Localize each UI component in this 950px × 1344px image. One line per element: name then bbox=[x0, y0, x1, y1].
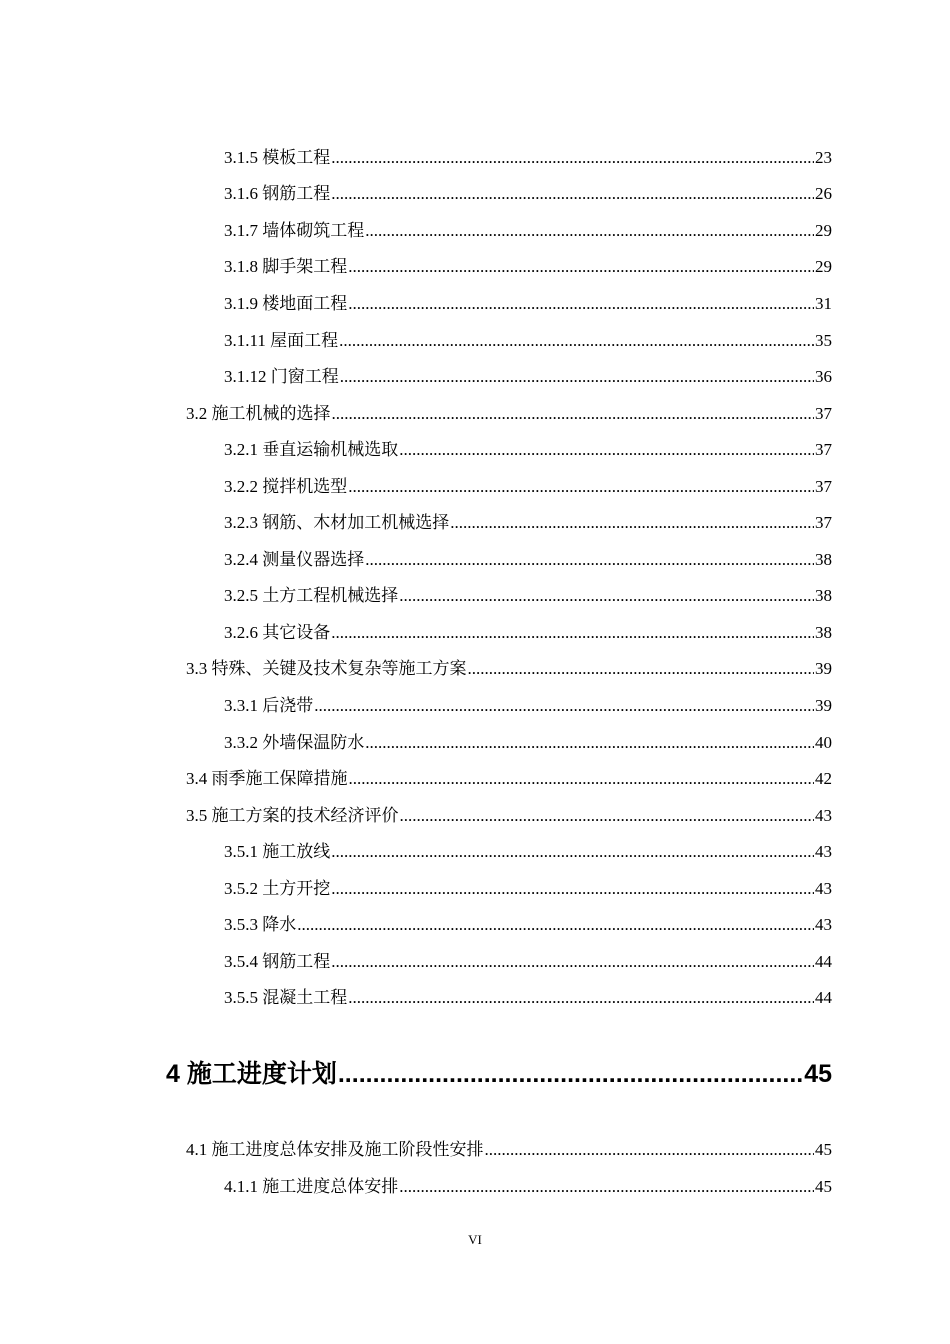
toc-entry-page: 37 bbox=[815, 513, 832, 532]
toc-entry-title: 3.5.3 降水 bbox=[224, 915, 297, 934]
dot-leader bbox=[468, 658, 815, 680]
toc-entry-page: 45 bbox=[815, 1177, 832, 1196]
toc-entry-page: 38 bbox=[815, 550, 832, 569]
toc-entry[interactable] bbox=[224, 439, 832, 461]
toc-entry-title: 3.2.6 其它设备 bbox=[224, 623, 331, 642]
dot-leader bbox=[331, 622, 814, 644]
toc-entry[interactable] bbox=[224, 183, 832, 205]
dot-leader bbox=[338, 1059, 803, 1089]
toc-entry[interactable] bbox=[224, 1176, 832, 1198]
toc-entry[interactable] bbox=[224, 147, 832, 169]
dot-leader bbox=[314, 695, 814, 717]
dot-leader bbox=[297, 914, 814, 936]
toc-entry-page: 37 bbox=[815, 404, 832, 423]
toc-entry-title: 3.2.5 土方工程机械选择 bbox=[224, 586, 399, 605]
dot-leader bbox=[331, 147, 814, 169]
toc-entry-title: 3.1.7 墙体砌筑工程 bbox=[224, 221, 365, 240]
toc-entry-page: 45 bbox=[815, 1140, 832, 1159]
toc-entry[interactable] bbox=[224, 585, 832, 607]
toc-entry[interactable] bbox=[224, 951, 832, 973]
toc-entry-title: 3.4 雨季施工保障措施 bbox=[186, 769, 348, 788]
toc-entry-title: 3.1.9 楼地面工程 bbox=[224, 294, 348, 313]
toc-entry[interactable] bbox=[224, 293, 832, 315]
toc-entry-title: 3.1.8 脚手架工程 bbox=[224, 257, 348, 276]
toc-entry-page: 36 bbox=[815, 367, 832, 386]
toc-entry-title: 3.3 特殊、关键及技术复杂等施工方案 bbox=[186, 659, 467, 678]
toc-entry[interactable] bbox=[186, 403, 832, 425]
dot-leader bbox=[365, 549, 814, 571]
dot-leader bbox=[365, 732, 814, 754]
toc-entry-title: 3.5.5 混凝土工程 bbox=[224, 988, 348, 1007]
toc-entry[interactable] bbox=[224, 549, 832, 571]
dot-leader bbox=[399, 585, 814, 607]
dot-leader bbox=[331, 878, 814, 900]
toc-entry-page: 26 bbox=[815, 184, 832, 203]
toc-entry-page: 43 bbox=[815, 879, 832, 898]
toc-entry[interactable] bbox=[224, 695, 832, 717]
toc-entry-title: 3.1.12 门窗工程 bbox=[224, 367, 339, 386]
toc-entry-page: 35 bbox=[815, 331, 832, 350]
dot-leader bbox=[399, 1176, 814, 1198]
dot-leader bbox=[485, 1139, 815, 1161]
toc-entry-page: 43 bbox=[815, 806, 832, 825]
toc-entry-title: 3.2.3 钢筋、木材加工机械选择 bbox=[224, 513, 450, 532]
toc-entry-page: 44 bbox=[815, 952, 832, 971]
toc-entry[interactable] bbox=[186, 658, 832, 680]
toc-entry[interactable] bbox=[224, 914, 832, 936]
toc-entry-page: 23 bbox=[815, 148, 832, 167]
toc-entry-title: 3.2.4 测量仪器选择 bbox=[224, 550, 365, 569]
dot-leader bbox=[331, 951, 814, 973]
toc-entry-page: 38 bbox=[815, 623, 832, 642]
toc-entry[interactable] bbox=[224, 256, 832, 278]
dot-leader bbox=[349, 768, 815, 790]
dot-leader bbox=[348, 476, 814, 498]
toc-entry-page: 29 bbox=[815, 257, 832, 276]
toc-entry[interactable] bbox=[224, 841, 832, 863]
toc-entry-title: 4.1 施工进度总体安排及施工阶段性安排 bbox=[186, 1140, 484, 1159]
toc-entry[interactable] bbox=[224, 476, 832, 498]
toc-entry-title: 3.5.1 施工放线 bbox=[224, 842, 331, 861]
toc-entry[interactable] bbox=[224, 878, 832, 900]
dot-leader bbox=[332, 403, 815, 425]
toc-entry-title: 3.1.5 模板工程 bbox=[224, 148, 331, 167]
dot-leader bbox=[331, 183, 814, 205]
dot-leader bbox=[450, 512, 814, 534]
dot-leader bbox=[339, 330, 814, 352]
toc-entry-title: 4 施工进度计划 bbox=[166, 1060, 337, 1088]
toc-entry[interactable] bbox=[224, 366, 832, 388]
dot-leader bbox=[399, 439, 814, 461]
toc-entry[interactable] bbox=[224, 330, 832, 352]
toc-entry-title: 3.1.6 钢筋工程 bbox=[224, 184, 331, 203]
toc-entry-page: 43 bbox=[815, 842, 832, 861]
toc-entry[interactable] bbox=[186, 805, 832, 827]
toc-entry-page: 44 bbox=[815, 988, 832, 1007]
toc-chapter-entry[interactable] bbox=[166, 1059, 832, 1089]
toc-entry-title: 3.3.2 外墙保温防水 bbox=[224, 733, 365, 752]
dot-leader bbox=[365, 220, 814, 242]
toc-entry-page: 37 bbox=[815, 440, 832, 459]
dot-leader bbox=[331, 841, 814, 863]
toc-entry-page: 29 bbox=[815, 221, 832, 240]
toc-entry-page: 38 bbox=[815, 586, 832, 605]
dot-leader bbox=[400, 805, 815, 827]
toc-entry[interactable] bbox=[186, 768, 832, 790]
toc-entry-page: 31 bbox=[815, 294, 832, 313]
toc-entry-title: 3.3.1 后浇带 bbox=[224, 696, 314, 715]
toc-entry-title: 3.2 施工机械的选择 bbox=[186, 404, 331, 423]
toc-entry[interactable] bbox=[186, 1139, 832, 1161]
toc-entry-title: 3.5.4 钢筋工程 bbox=[224, 952, 331, 971]
toc-entry-page: 39 bbox=[815, 659, 832, 678]
toc-entry-title: 4.1.1 施工进度总体安排 bbox=[224, 1177, 399, 1196]
toc-entry[interactable] bbox=[224, 732, 832, 754]
toc-entry-page: 39 bbox=[815, 696, 832, 715]
toc-entry-page: 45 bbox=[804, 1060, 832, 1088]
toc-entry[interactable] bbox=[224, 220, 832, 242]
dot-leader bbox=[348, 293, 814, 315]
toc-entry-page: 40 bbox=[815, 733, 832, 752]
page-number: VI bbox=[468, 1232, 482, 1247]
toc-entry-title: 3.5.2 土方开挖 bbox=[224, 879, 331, 898]
toc-entry-title: 3.1.11 屋面工程 bbox=[224, 331, 339, 350]
toc-entry-title: 3.2.1 垂直运输机械选取 bbox=[224, 440, 399, 459]
toc-entry[interactable] bbox=[224, 987, 832, 1009]
dot-leader bbox=[348, 987, 814, 1009]
toc-entry[interactable] bbox=[224, 512, 832, 534]
dot-leader bbox=[340, 366, 814, 388]
toc-entry-title: 3.5 施工方案的技术经济评价 bbox=[186, 806, 399, 825]
dot-leader bbox=[348, 256, 814, 278]
toc-entry[interactable] bbox=[224, 622, 832, 644]
toc-entry-page: 43 bbox=[815, 915, 832, 934]
toc-entry-title: 3.2.2 搅拌机选型 bbox=[224, 477, 348, 496]
toc-entry-page: 37 bbox=[815, 477, 832, 496]
toc-entry-page: 42 bbox=[815, 769, 832, 788]
